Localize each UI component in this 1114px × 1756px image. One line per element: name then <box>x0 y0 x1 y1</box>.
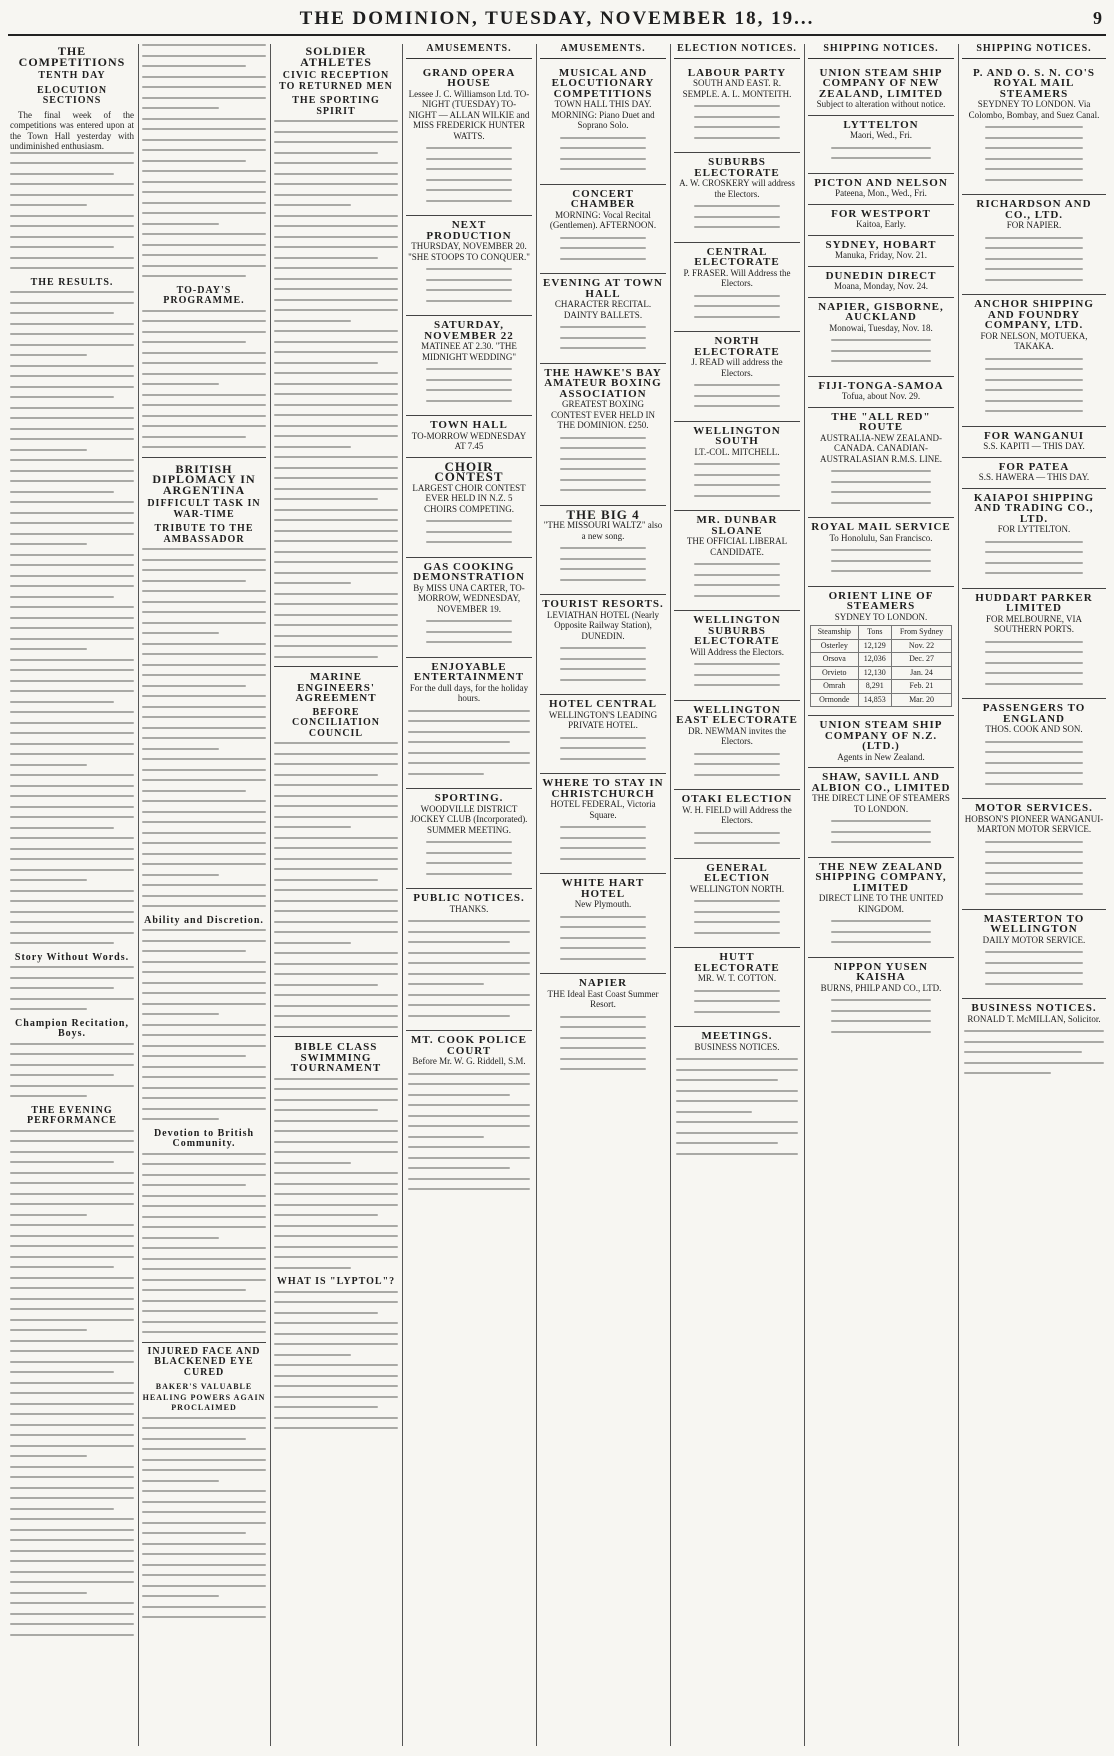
ad-grand-opera-house: GRAND OPERA HOUSE Lessee J. C. Williamson Ltd. TO-NIGHT (TUESDAY) TO-NIGHT — ALLAN WILKIE and MISS FREDERICK HUNTER WATTS. <box>406 64 532 217</box>
subhead-tribute: TRIBUTE TO THE AMBASSADOR <box>154 523 254 545</box>
subhead-story-without-words: Story Without Words. <box>14 951 130 963</box>
programme-lines <box>142 310 266 449</box>
subhead-devotion: Devotion to British Community. <box>153 1127 255 1149</box>
column-competitions <box>10 44 134 1746</box>
ad-public-notices: PUBLIC NOTICES. THANKS. <box>406 889 532 1031</box>
ad-north-electorate: NORTH ELECTORATE J. READ will address the Electors. <box>674 332 800 422</box>
article-body-lines <box>10 152 134 270</box>
headline-soldier-athletes: SOLDIER ATHLETES <box>300 44 372 69</box>
devotion-lines <box>142 1153 266 1334</box>
subhead-conciliation: BEFORE CONCILIATION COUNCIL <box>292 706 380 739</box>
column-rule <box>804 44 805 1746</box>
ad-white-hart-hotel: WHITE HART HOTEL New Plymouth. <box>540 874 666 974</box>
argentina-lines <box>142 548 266 907</box>
column-rule <box>270 44 271 1746</box>
ad-for-wanganui: FOR WANGANUI S.S. KAPITI — THIS DAY. <box>962 427 1106 458</box>
ad-choir-contest: CHOIR CONTEST LARGEST CHOIR CONTEST EVER HELD IN N.Z. 5 CHOIRS COMPETING. <box>406 458 532 558</box>
ad-orient-line: ORIENT LINE OF STEAMERS SYDNEY TO LONDON. Steamship Tons From Sydney Osterley 12,129 Nov. 22 Orsova 12,036 Dec. 27 Orvieto 12,130 Jan. 24 Omrah 8,291 Feb. 21 Ormonde 14,853 Mar. 20 <box>808 587 954 717</box>
ad-suburbs-electorate: SUBURBS ELECTORATE A. W. CROSKERY will address the Electors. <box>674 153 800 243</box>
story-lines <box>10 966 134 1010</box>
masthead-title: THE DOMINION, TUESDAY, NOVEMBER 18, 19... <box>299 8 815 29</box>
subhead-elocution: ELOCUTION SECTIONS <box>36 84 108 106</box>
ad-huddart-parker: HUDDART PARKER LIMITED FOR MELBOURNE, VIA SOUTHERN PORTS. <box>962 589 1106 700</box>
column-rule <box>670 44 671 1746</box>
ad-for-patea: FOR PATEA S.S. HAWERA — THIS DAY. <box>962 458 1106 489</box>
results-lines <box>10 291 134 944</box>
subhead-healing-powers: BAKER'S VALUABLE HEALING POWERS AGAIN PROCLAIMED <box>142 1382 266 1412</box>
table-row: Omrah 8,291 Feb. 21 <box>811 680 952 694</box>
table-row: Osterley 12,129 Nov. 22 <box>811 639 952 653</box>
ad-hotel-central: HOTEL CENTRAL WELLINGTON'S LEADING PRIVATE HOTEL. <box>540 695 666 774</box>
ad-christchurch: WHERE TO STAY IN CHRISTCHURCH HOTEL FEDERAL, Victoria Square. <box>540 774 666 874</box>
table-row: Ormonde 14,853 Mar. 20 <box>811 693 952 707</box>
champion-lines <box>10 1043 134 1098</box>
subhead-difficult-task: DIFFICULT TASK IN WAR-TIME <box>147 498 261 520</box>
table-row: Orsova 12,036 Dec. 27 <box>811 653 952 667</box>
ad-mt-cook-police-court: MT. COOK POLICE COURT Before Mr. W. G. Riddell, S.M. <box>406 1031 532 1204</box>
evening-lines <box>10 1130 134 1636</box>
ad-royal-mail-service: ROYAL MAIL SERVICE To Honolulu, San Francisco. <box>808 518 954 587</box>
subhead-tenth-day: TENTH DAY <box>38 70 106 81</box>
headline-competitions: THE COMPETITIONS <box>18 44 126 69</box>
column-election-notices <box>674 44 800 1746</box>
masthead <box>8 8 1106 36</box>
ad-fiji-tonga-samoa: FIJI-TONGA-SAMOA Tofua, about Nov. 29. <box>808 377 954 408</box>
ad-all-red-route: THE "ALL RED" ROUTE AUSTRALIA-NEW ZEALAND-CANADA. CANADIAN-AUSTRALASIAN R.M.S. LINE. <box>808 408 954 519</box>
ad-gas-cooking: GAS COOKING DEMONSTRATION By MISS UNA CARTER, TO-MORROW, WEDNESDAY, NOVEMBER 19. <box>406 558 532 658</box>
ad-central-electorate: CENTRAL ELECTORATE P. FRASER. Will Address the Electors. <box>674 243 800 333</box>
ad-p-and-o: P. AND O. S. N. CO'S ROYAL MAIL STEAMERS SEYDNEY TO LONDON. Via Colombo, Bombay, and Suez Canal. <box>962 64 1106 196</box>
ad-evening-town-hall: EVENING AT TOWN HALL CHARACTER RECITAL. DAINTY BALLETS. <box>540 274 666 364</box>
ad-anchor-shipping: ANCHOR SHIPPING AND FOUNDRY COMPANY, LTD. FOR NELSON, MOTUEKA, TAKAKA. <box>962 295 1106 427</box>
headline-bible-class-swimming: BIBLE CLASS SWIMMING TOURNAMENT <box>274 1036 398 1074</box>
ad-shaw-savill: SHAW, SAVILL AND ALBION CO., LIMITED THE DIRECT LINE OF STEAMERS TO LONDON. <box>808 768 954 858</box>
ad-wellington-east: WELLINGTON EAST ELECTORATE DR. NEWMAN invites the Electors. <box>674 701 800 791</box>
ad-picton-nelson: PICTON AND NELSON Pateena, Mon., Wed., Fri. <box>808 174 954 205</box>
ad-richardson: RICHARDSON AND CO., LTD. FOR NAPIER. <box>962 195 1106 295</box>
column-rule <box>402 44 403 1746</box>
ad-lyttelton: LYTTELTON Maori, Wed., Fri. <box>808 116 954 174</box>
ad-sporting: SPORTING. WOODVILLE DISTRICT JOCKEY CLUB (Incorporated). SUMMER MEETING. <box>406 789 532 889</box>
ad-suburbs-electorate-2: WELLINGTON SUBURBS ELECTORATE Will Address the Electors. <box>674 611 800 701</box>
section-heading: SHIPPING NOTICES. <box>808 44 954 59</box>
subhead-civic-reception: CIVIC RECEPTION TO RETURNED MEN <box>279 70 393 92</box>
ability-lines <box>142 929 266 1120</box>
ad-union-steam-ship: UNION STEAM SHIP COMPANY OF NEW ZEALAND, LIMITED Subject to alteration without notice. <box>808 64 954 116</box>
ad-kaiapoi-shipping: KAIAPOI SHIPPING AND TRADING CO., LTD. FOR LYTTELTON. <box>962 489 1106 589</box>
ad-nz-shipping-company: THE NEW ZEALAND SHIPPING COMPANY, LIMITED DIRECT LINE TO THE UNITED KINGDOM. <box>808 858 954 958</box>
competitions-continued-lines <box>142 44 266 277</box>
bible-lines <box>274 1078 398 1269</box>
column-soldier-athletes <box>274 44 398 1746</box>
ad-sydney-hobart: SYDNEY, HOBART Manuka, Friday, Nov. 21. <box>808 236 954 267</box>
lyptol-lines <box>274 1291 398 1430</box>
subhead-evening-performance: THE EVENING PERFORMANCE <box>27 1104 117 1126</box>
section-heading: SHIPPING NOTICES. <box>962 44 1106 59</box>
orient-line-table: Steamship Tons From Sydney Osterley 12,129 Nov. 22 Orsova 12,036 Dec. 27 Orvieto 12,130 Jan. 24 Omrah 8,291 Feb. 21 Ormonde 14,853 Mar. 20 <box>810 625 952 707</box>
ad-general-election: GENERAL ELECTION WELLINGTON NORTH. <box>674 859 800 949</box>
ad-meetings: MEETINGS. BUSINESS NOTICES. <box>674 1027 800 1168</box>
injured-lines <box>142 1417 266 1619</box>
ad-dunbar-sloane: MR. DUNBAR SLOANE THE OFFICIAL LIBERAL CANDIDATE. <box>674 511 800 611</box>
ad-hutt-electorate: HUTT ELECTORATE MR. W. T. COTTON. <box>674 948 800 1027</box>
ad-business-notices: BUSINESS NOTICES. RONALD T. McMILLAN, Solicitor. <box>962 999 1106 1088</box>
ad-passengers-to-england: PASSENGERS TO ENGLAND THOS. COOK AND SON. <box>962 699 1106 799</box>
ad-next-production: NEXT PRODUCTION THURSDAY, NOVEMBER 20. "SHE STOOPS TO CONQUER." <box>406 216 532 316</box>
section-heading: AMUSEMENTS. <box>406 44 532 59</box>
subhead-ability: Ability and Discretion. <box>144 914 264 926</box>
ad-town-hall: TOWN HALL TO-MORROW WEDNESDAY AT 7.45 <box>406 416 532 458</box>
column-rule <box>958 44 959 1746</box>
subhead-results: THE RESULTS. <box>30 276 114 288</box>
ad-motor-services: MOTOR SERVICES. HOBSON'S PIONEER WANGANUI-MARTON MOTOR SERVICE. <box>962 799 1106 910</box>
ad-competitions: MUSICAL AND ELOCUTIONARY COMPETITIONS TOWN HALL THIS DAY. MORNING: Piano Duet and Soprano Solo. <box>540 64 666 185</box>
ad-saturday: SATURDAY, NOVEMBER 22 MATINEE AT 2.30. "THE MIDNIGHT WEDDING" <box>406 316 532 416</box>
ad-the-big-4: THE BIG 4 "THE MISSOURI WALTZ" also a new song. <box>540 506 666 596</box>
article-intro: The final week of the competitions was entered upon at the Town Hall yesterday with undiminished enthusiasm. <box>10 109 134 151</box>
ad-enjoyable-entertainment: ENJOYABLE ENTERTAINMENT For the dull days, for the holiday hours. <box>406 658 532 790</box>
table-row: Orvieto 12,130 Jan. 24 <box>811 666 952 680</box>
ad-boxing-association: THE HAWKE'S BAY AMATEUR BOXING ASSOCIATION GREATEST BOXING CONTEST EVER HELD IN THE DOMINION. £250. <box>540 364 666 506</box>
column-shipping-notices-2 <box>962 44 1106 1746</box>
ad-westport: FOR WESTPORT Kaitoa, Early. <box>808 205 954 236</box>
section-heading: ELECTION NOTICES. <box>674 44 800 59</box>
subhead-sporting-spirit: THE SPORTING SPIRIT <box>292 95 380 117</box>
subhead-what-is-lyptol: WHAT IS "LYPTOL"? <box>276 1276 396 1287</box>
ad-wellington-south: WELLINGTON SOUTH LT.-COL. MITCHELL. <box>674 422 800 512</box>
ad-union-agents: UNION STEAM SHIP COMPANY OF N.Z. (LTD.) Agents in New Zealand. <box>808 716 954 768</box>
ad-nippon-yusen-kaisha: NIPPON YUSEN KAISHA BURNS, PHILP AND CO., LTD. <box>808 958 954 1047</box>
ad-concert-chamber: CONCERT CHAMBER MORNING: Vocal Recital (Gentlemen). AFTERNOON. <box>540 185 666 275</box>
ad-labour-party: LABOUR PARTY SOUTH AND EAST. R. SEMPLE. A. L. MONTEITH. <box>674 64 800 154</box>
ad-napier: NAPIER THE Ideal East Coast Summer Resort. <box>540 974 666 1084</box>
headline-marine-engineers: MARINE ENGINEERS' AGREEMENT <box>274 666 398 704</box>
ad-otaki-election: OTAKI ELECTION W. H. FIELD will Address the Electors. <box>674 790 800 859</box>
page-number: 9 <box>1093 8 1102 28</box>
column-amusements-1 <box>406 44 532 1746</box>
column-rule <box>138 44 139 1746</box>
column-shipping-notices-1 <box>808 44 954 1746</box>
ad-tourist-resorts: TOURIST RESORTS. LEVIATHAN HOTEL (Nearly Opposite Railway Station), DUNEDIN. <box>540 595 666 695</box>
headline-british-diplomacy: BRITISH DIPLOMACY IN ARGENTINA <box>142 457 266 496</box>
subhead-champion-recitation: Champion Recitation, Boys. <box>15 1017 129 1039</box>
section-heading: AMUSEMENTS. <box>540 44 666 59</box>
soldier-lines <box>274 120 398 658</box>
marine-lines <box>274 742 398 1028</box>
ad-masterton-wellington: MASTERTON TO WELLINGTON DAILY MOTOR SERVICE. <box>962 910 1106 1000</box>
subhead-todays-programme: TO-DAY'S PROGRAMME. <box>163 284 245 306</box>
column-rule <box>536 44 537 1746</box>
column-amusements-2 <box>540 44 666 1746</box>
subhead-injured-face: INJURED FACE AND BLACKENED EYE CURED <box>142 1342 266 1379</box>
column-argentina <box>142 44 266 1746</box>
ad-napier-gisborne: NAPIER, GISBORNE, AUCKLAND Monowai, Tuesday, Nov. 18. <box>808 298 954 377</box>
ad-dunedin-direct: DUNEDIN DIRECT Moana, Monday, Nov. 24. <box>808 267 954 298</box>
